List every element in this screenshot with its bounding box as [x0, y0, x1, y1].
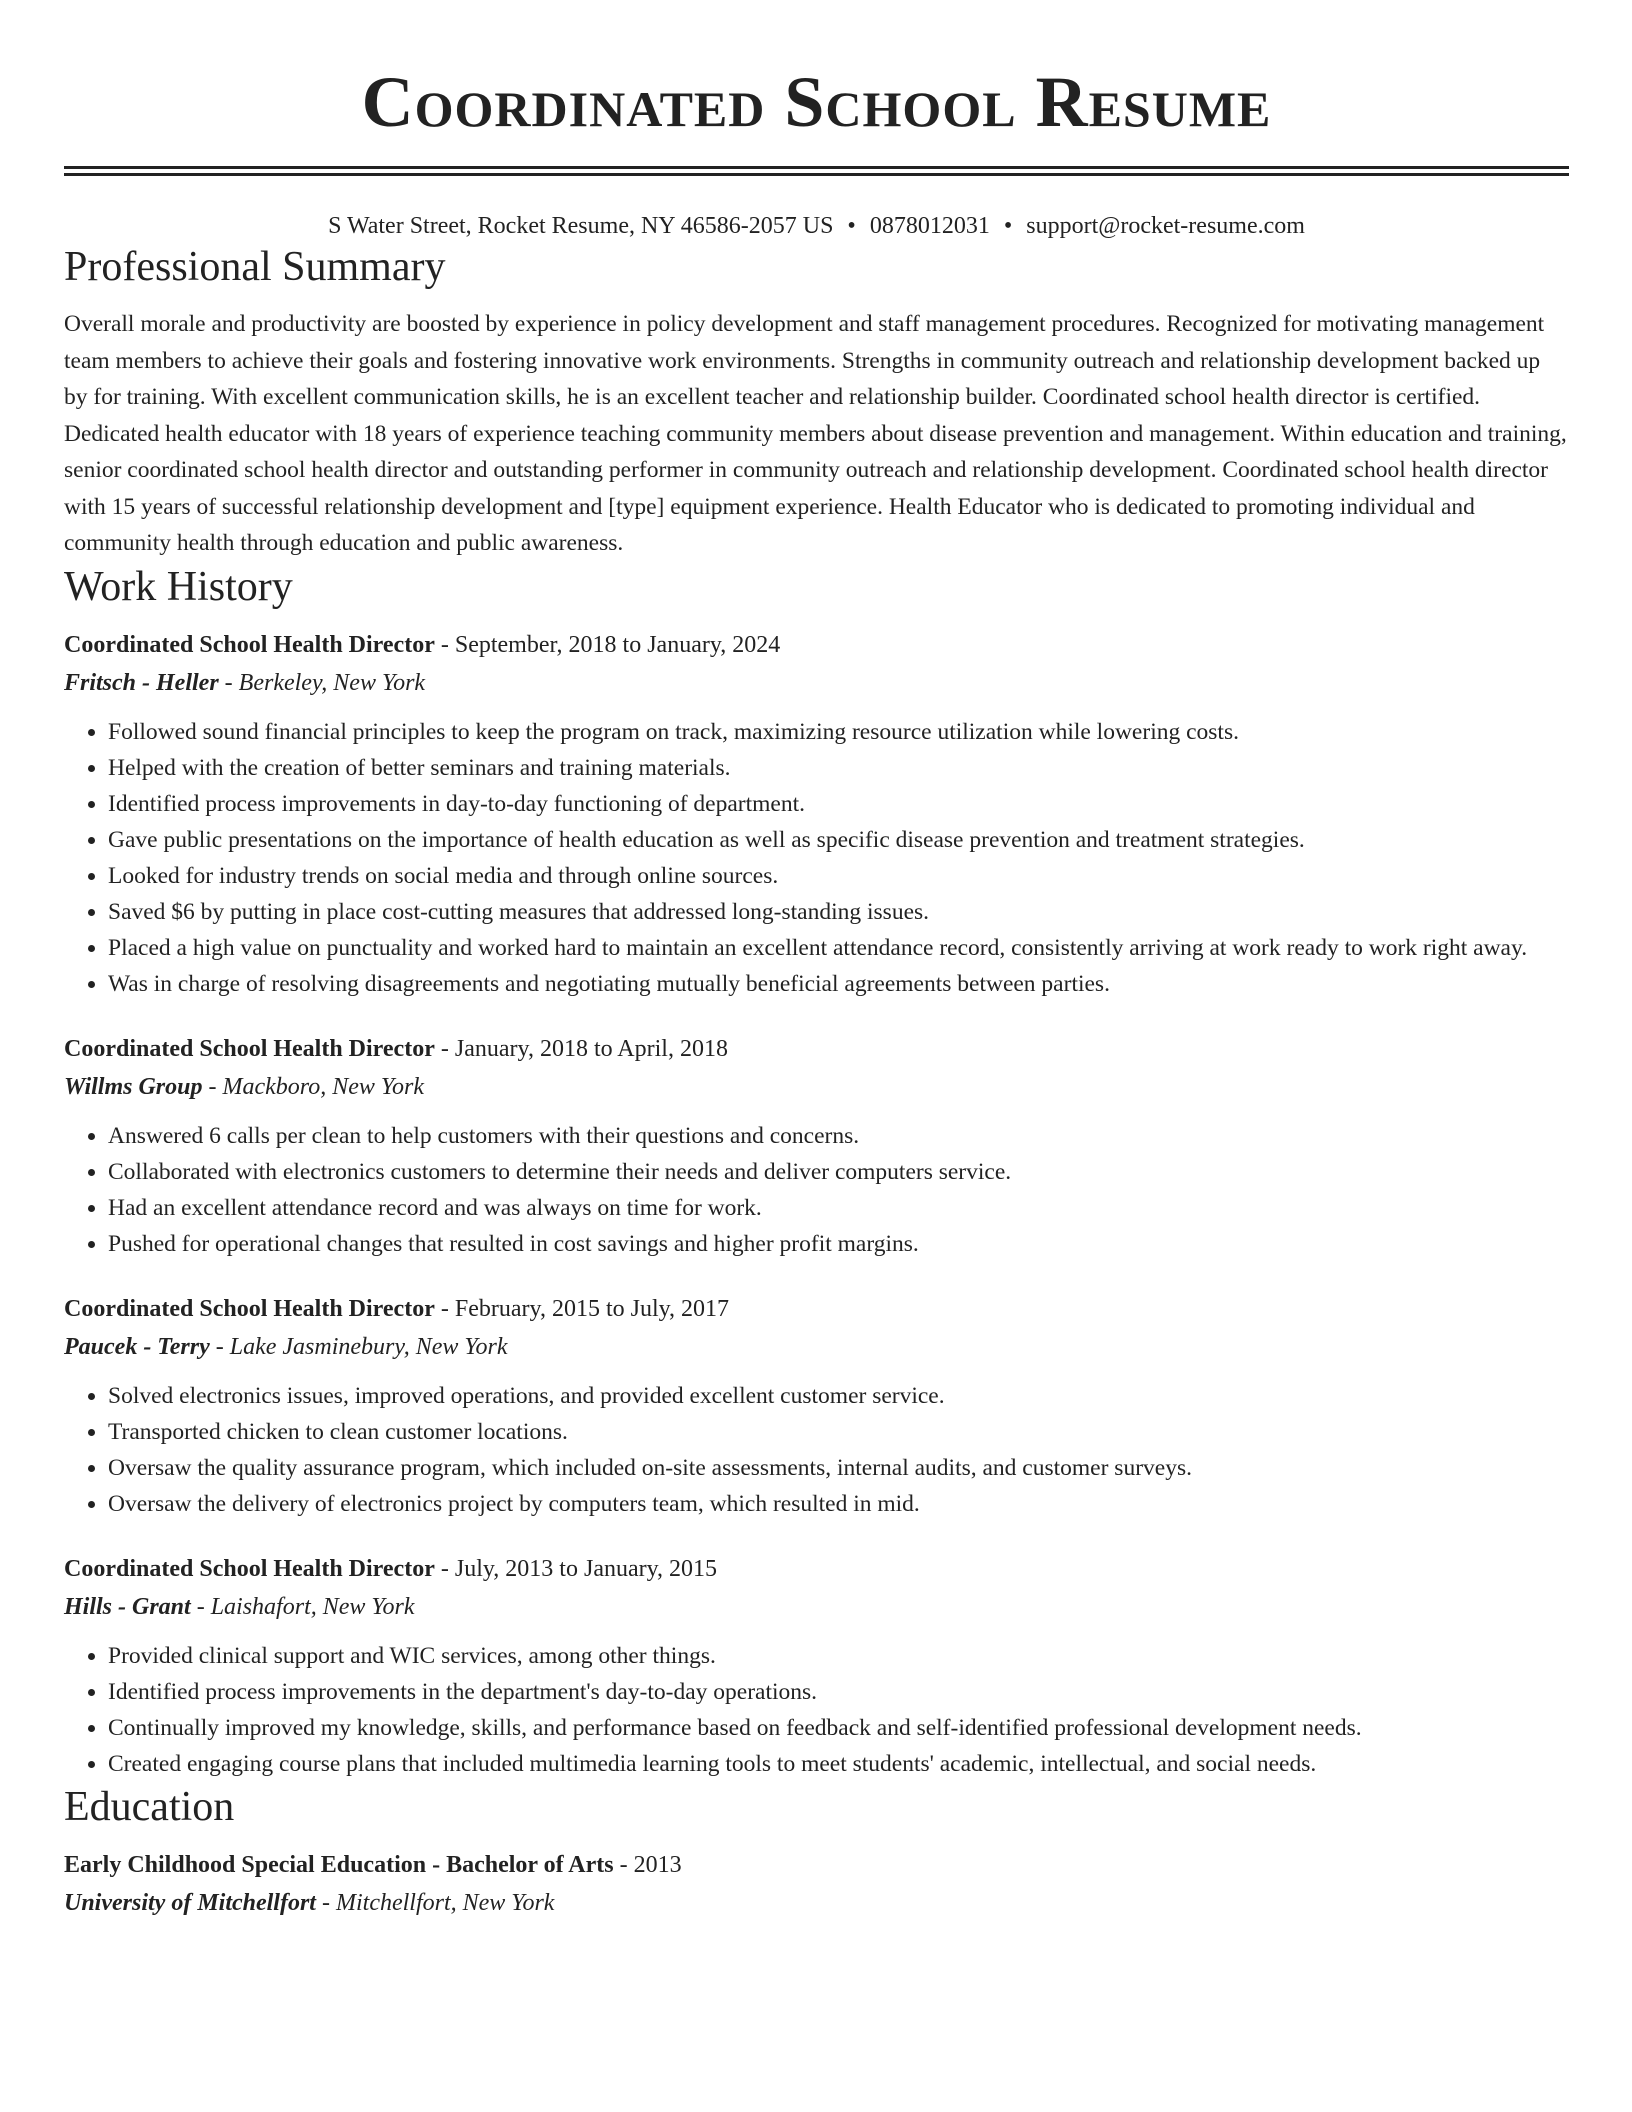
education-school-line: University of Mitchellfort - Mitchellfort, New York [64, 1889, 555, 1916]
job-location: Lake Jasminebury, New York [229, 1333, 508, 1360]
list-item: • Had an excellent attendance record and was always on time for work. [108, 1190, 1569, 1226]
job-duties-list [64, 1378, 1569, 1522]
job-title-line: Coordinated School Health Director - January, 2018 to April, 2018 [64, 1035, 728, 1062]
list-item: • Solved electronics issues, improved operations, and provided excellent customer service. [108, 1378, 1569, 1414]
job-duties-list [64, 1118, 1569, 1262]
list-item: • Continually improved my knowledge, skills, and performance based on feedback and self-identified professional development needs. [108, 1710, 1569, 1746]
work-history-heading: Work History [64, 563, 293, 610]
list-item: • Collaborated with electronics customers to determine their needs and deliver computers service. [108, 1154, 1569, 1190]
education-location: Mitchellfort, New York [335, 1889, 555, 1916]
summary-text: Overall morale and productivity are boosted by experience in policy development and staff management procedures. Recognized for motivating management team members to achieve their goals and fostering innovative work environments. Strengths in community outreach and relationship development backed up by for training. With excellent communication skills, he is an excellent teacher and relationship builder. Coordinated school health director is certified. Dedicated health educator with 18 years of experience teaching community members about disease prevention and management. Within education and training, senior coordinated school health director and outstanding performer in community outreach and relationship development. Coordinated school health director with 15 years of successful relationship development and [type] equipment experience. Health Educator who is dedicated to promoting individual and community health through education and public awareness. [64, 311, 1567, 556]
job-title: Coordinated School Health Director [64, 1295, 435, 1322]
job-title-line: Coordinated School Health Director - February, 2015 to July, 2017 [64, 1295, 730, 1322]
resume-page [64, 0, 1569, 1922]
job-duties-list [64, 1638, 1569, 1782]
education-school: University of Mitchellfort [64, 1889, 316, 1916]
list-item: • Identified process improvements in day-to-day functioning of department. [108, 786, 1569, 822]
job-location: Laishafort, New York [210, 1593, 415, 1620]
job-dates: September, 2018 to January, 2024 [454, 631, 781, 658]
job-dates: January, 2018 to April, 2018 [454, 1035, 728, 1062]
contact-phone: 0878012031 [869, 213, 990, 239]
contact-separator: • [847, 213, 856, 239]
job-title-line: Coordinated School Health Director - July, 2013 to January, 2015 [64, 1555, 718, 1582]
job-company: Hills - Grant [64, 1593, 191, 1620]
education-degree: Early Childhood Special Education - Bachelor of Arts [64, 1851, 614, 1878]
job-entry [64, 1290, 1569, 1522]
job-company: Willms Group [64, 1073, 203, 1100]
contact-line [64, 210, 1569, 242]
job-company-line: Paucek - Terry - Lake Jasminebury, New York [64, 1333, 508, 1360]
education-entry [64, 1846, 1569, 1922]
job-company-line: Hills - Grant - Laishafort, New York [64, 1593, 415, 1620]
job-duties-list [64, 714, 1569, 1002]
list-item: • Followed sound financial principles to keep the program on track, maximizing resource utilization while lowering costs. [108, 714, 1569, 750]
job-dates: February, 2015 to July, 2017 [454, 1295, 730, 1322]
summary-heading: Professional Summary [64, 244, 446, 290]
job-location: Berkeley, New York [238, 669, 426, 696]
list-item: • Placed a high value on punctuality and worked hard to maintain an excellent attendance record, consistently arriving at work ready to work right away. [108, 930, 1569, 966]
list-item: • Transported chicken to clean customer locations. [108, 1414, 1569, 1450]
list-item: • Saved $6 by putting in place cost-cutting measures that addressed long-standing issues. [108, 894, 1569, 930]
job-entry [64, 1550, 1569, 1782]
list-item: • Pushed for operational changes that resulted in cost savings and higher profit margins. [108, 1226, 1569, 1262]
job-dates: July, 2013 to January, 2015 [454, 1555, 718, 1582]
list-item: • Oversaw the quality assurance program, which included on-site assessments, internal audits, and customer surveys. [108, 1450, 1569, 1486]
education-heading: Education [64, 1783, 235, 1830]
header-divider [64, 166, 1569, 176]
list-item: • Was in charge of resolving disagreements and negotiating mutually beneficial agreements between parties. [108, 966, 1569, 1002]
list-item: • Oversaw the delivery of electronics project by computers team, which resulted in mid. [108, 1486, 1569, 1522]
list-item: • Answered 6 calls per clean to help customers with their questions and concerns. [108, 1118, 1569, 1154]
list-item: • Looked for industry trends on social media and through online sources. [108, 858, 1569, 894]
job-company-line: Fritsch - Heller - Berkeley, New York [64, 669, 426, 696]
job-entry [64, 626, 1569, 1002]
job-company: Paucek - Terry [64, 1333, 210, 1360]
job-title: Coordinated School Health Director [64, 1035, 435, 1062]
job-title-line: Coordinated School Health Director - September, 2018 to January, 2024 [64, 631, 781, 658]
contact-address: S Water Street, Rocket Resume, NY 46586-2057 US [328, 213, 834, 239]
list-item: • Gave public presentations on the importance of health education as well as specific disease prevention and treatment strategies. [108, 822, 1569, 858]
contact-separator: • [1003, 213, 1013, 239]
education-year: 2013 [633, 1851, 682, 1878]
job-entry [64, 1030, 1569, 1262]
contact-email[interactable]: support@rocket-resume.com [1026, 213, 1305, 239]
list-item: • Provided clinical support and WIC services, among other things. [108, 1638, 1569, 1674]
list-item: • Helped with the creation of better seminars and training materials. [108, 750, 1569, 786]
resume-name: Coordinated School Resume [361, 62, 1272, 142]
list-item: • Created engaging course plans that included multimedia learning tools to meet students' academic, intellectual, and social needs. [108, 1746, 1569, 1782]
education-degree-line: Early Childhood Special Education - Bachelor of Arts - 2013 [64, 1851, 682, 1878]
job-title: Coordinated School Health Director [64, 1555, 435, 1582]
job-title: Coordinated School Health Director [64, 631, 435, 658]
job-company-line: Willms Group - Mackboro, New York [64, 1073, 425, 1100]
job-company: Fritsch - Heller [64, 669, 219, 696]
job-location: Mackboro, New York [222, 1073, 425, 1100]
list-item: • Identified process improvements in the department's day-to-day operations. [108, 1674, 1569, 1710]
